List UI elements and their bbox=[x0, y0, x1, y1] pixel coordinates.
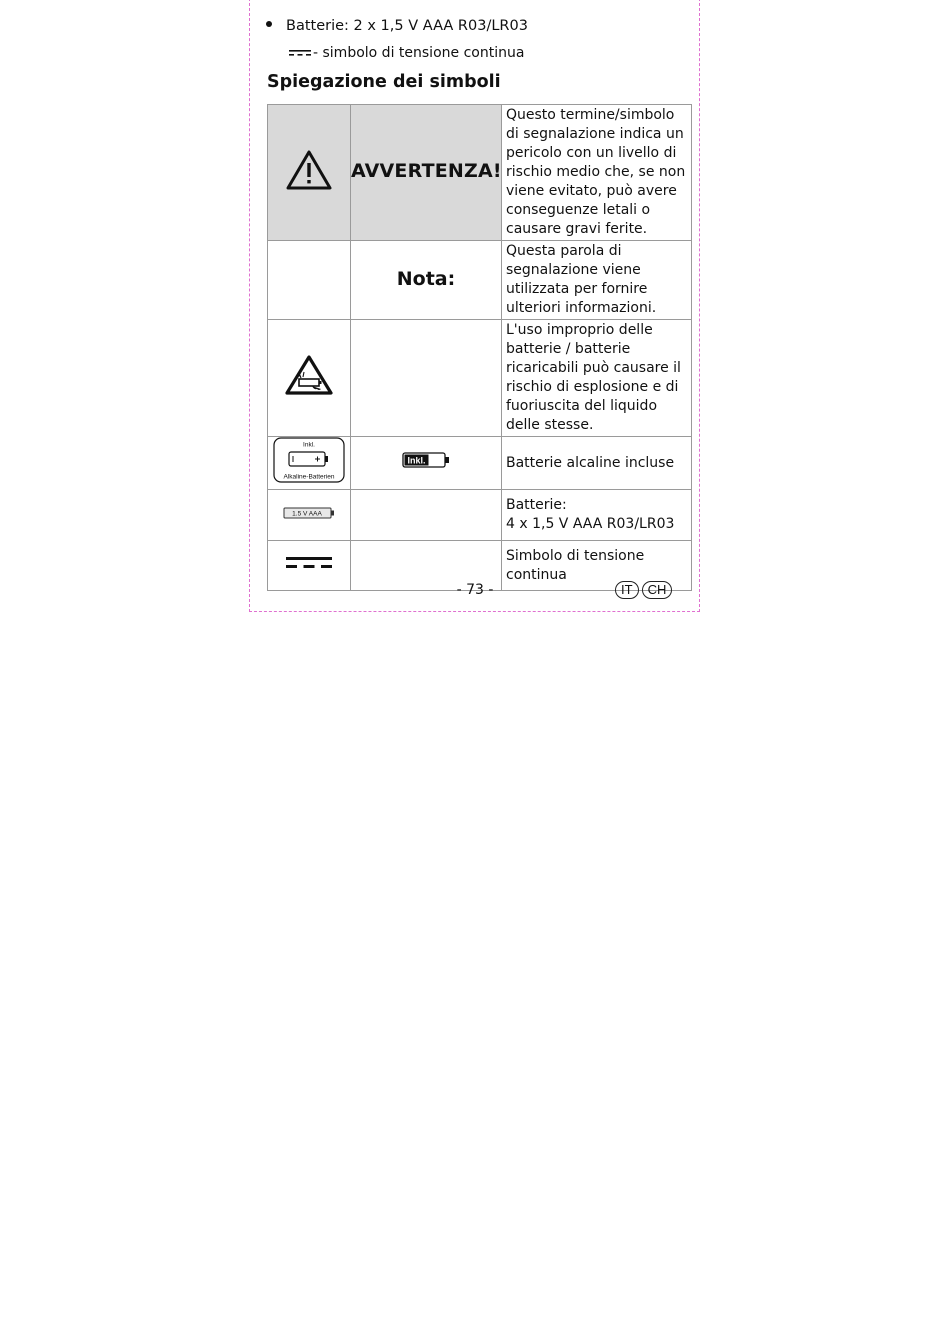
battery-hazard-word-cell bbox=[351, 320, 502, 437]
aaa-word-cell bbox=[351, 490, 502, 541]
battery-hazard-icon-cell bbox=[268, 320, 351, 437]
note-word: Nota: bbox=[396, 267, 456, 290]
page-number: - 73 - bbox=[456, 582, 494, 598]
battery-included-icon-text: Inkl. bbox=[407, 455, 426, 466]
table-row-note bbox=[268, 241, 692, 320]
alkaline-icon-bottom-text: Alkaline-Batterien bbox=[283, 473, 335, 481]
alkaline-batteries-included-icon bbox=[273, 437, 345, 483]
warning-word: AVVERTENZA! bbox=[351, 160, 502, 182]
battery-bullet-text: Batterie: 2 x 1,5 V AAA R03/LR03 bbox=[286, 18, 528, 34]
aaa-battery-icon bbox=[283, 507, 335, 519]
section-title: Spiegazione dei simboli bbox=[267, 72, 501, 92]
aaa-description bbox=[502, 490, 692, 541]
warning-word-cell bbox=[351, 105, 502, 241]
aaa-description-line1: Batterie: bbox=[506, 497, 567, 513]
table-row-warning bbox=[268, 105, 692, 241]
country-badge-it: IT bbox=[615, 581, 639, 599]
aaa-icon-cell bbox=[268, 490, 351, 541]
alkaline-word-cell bbox=[351, 437, 502, 490]
warning-triangle-icon bbox=[285, 149, 333, 191]
dc-note bbox=[289, 45, 524, 61]
note-description: Questa parola di segnalazione viene utilizzata per fornire ulteriori informazioni. bbox=[502, 241, 692, 320]
aaa-description-line2: 4 x 1,5 V AAA R03/LR03 bbox=[506, 516, 675, 532]
dc-note-text: - simbolo di tensione continua bbox=[313, 45, 525, 61]
note-word-cell bbox=[351, 241, 502, 320]
direct-current-icon bbox=[286, 556, 332, 570]
symbols-table bbox=[267, 104, 692, 591]
alkaline-icon-top-text: Inkl. bbox=[303, 441, 315, 449]
table-row-aaa bbox=[268, 490, 692, 541]
battery-explosion-warning-icon bbox=[284, 354, 334, 396]
table-row-alkaline bbox=[268, 437, 692, 490]
bullet-icon bbox=[266, 21, 272, 27]
note-icon-cell bbox=[268, 241, 351, 320]
direct-current-mini-icon bbox=[289, 49, 311, 57]
battery-included-icon bbox=[402, 451, 450, 469]
country-badges bbox=[615, 581, 672, 599]
dc-description: Simbolo di tensione continua bbox=[502, 541, 692, 591]
dc-icon-cell bbox=[268, 541, 351, 591]
alkaline-icon-cell bbox=[268, 437, 351, 490]
warning-description: Questo termine/simbolo di segnalazione indica un pericolo con un livello di rischio medio che, se non viene evitato, può avere conseguenze letali o causare gravi ferite. bbox=[502, 105, 692, 241]
alkaline-description: Batterie alcaline incluse bbox=[502, 437, 692, 490]
battery-bullet bbox=[266, 18, 528, 34]
country-badge-ch: CH bbox=[642, 581, 673, 599]
aaa-icon-text: 1.5 V AAA bbox=[292, 510, 322, 518]
battery-hazard-description: L'uso improprio delle batterie / batterie ricaricabili può causare il rischio di esplosione e di fuoriuscita del liquido delle stesse. bbox=[502, 320, 692, 437]
warning-icon-cell bbox=[268, 105, 351, 241]
table-row-battery-hazard bbox=[268, 320, 692, 437]
